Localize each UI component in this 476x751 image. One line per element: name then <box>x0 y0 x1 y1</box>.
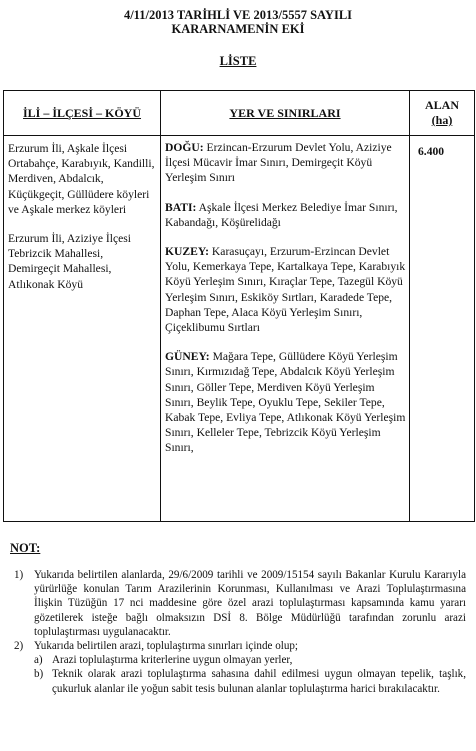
location-cell <box>4 136 161 522</box>
location-group: Erzurum İli, Aziziye İlçesi Tebrizcik Mahallesi, Demirgeçit Mahallesi, Atlıkonak Köyü <box>8 232 131 291</box>
decree-title: 4/11/2013 TARİHLİ VE 2013/5557 SAYILI <box>123 8 353 22</box>
area-value: 6.400 <box>418 145 445 158</box>
location-group: Erzurum İli, Aşkale İlçesi Ortabahçe, Karabıyık, Kandilli, Merdiven, Abdalcık, Küçükgeçit, Güllüdere köyleri ve Aşkale merkez köyleri <box>8 142 155 216</box>
decree-subtitle: KARARNAMENİN EKİ <box>171 22 305 36</box>
notes-list <box>14 568 466 696</box>
note-subitem: a) Arazi toplulaştırma kriterlerine uygun olmayan yerler, <box>34 654 293 667</box>
note-item: 1) Yukarıda belirtilen alanlarda, 29/6/2009 tarihli ve 2009/15154 sayılı Bakanlar Kurulu Kararıyla yürürlüğe konulan Tarım Arazilerinin Korunması, Kullanılması ve Arazi Toplulaştırmasına İlişkin Tüzüğün 17 nci maddesine göre özel arazi toplulaştırması kapsamında kamu yararı gözetilerek isteğe bağlı olmaksızın DSİ 8. Bölge Müdürlüğü tarafından zorunlu arazi toplulaştırması uygulanacaktır. <box>14 569 466 638</box>
note-subitem: b) Teknik olarak arazi toplulaştırma sahasına dahil edilmesi uygun olmayan tepelik, taşlık, çukurluk alanlar ile yoğun sabit tesis bulunan alanlar toplulaştırma harici bırakılacaktır. <box>34 668 466 695</box>
boundary-north: KUZEY: Karasuçayı, Erzurum-Erzincan Devlet Yolu, Kemerkaya Tepe, Kartalkaya Tepe, Karabıyık Köyü Yerleşim Sınırı, Kıraçlar Tepe, Tazegül Köyü Yerleşim Sınırı, Eskiköy Sırtları, Karadede Tepe, Daphan Tepe, Alaca Köyü Yerleşim Sınırı, Çiçeklibumu Sırtları <box>165 245 406 335</box>
list-title: LİSTE <box>219 54 257 68</box>
notes-heading: NOT: <box>10 541 41 555</box>
col-header-location: İLİ – İLÇESİ – KÖYÜ <box>4 91 161 136</box>
col-header-area: ALAN (ha) <box>410 91 475 136</box>
boundary-west: BATI: Aşkale İlçesi Merkez Belediye İmar Sınırı, Kabandağı, Köşürelidağı <box>165 200 398 229</box>
note-item: 2) Yukarıda belirtilen arazi, toplulaştırma sınırları içinde olup; <box>14 640 299 653</box>
table-header-row <box>4 91 475 136</box>
boundaries-cell <box>161 136 410 522</box>
boundary-south: GÜNEY: Mağara Tepe, Güllüdere Köyü Yerleşim Sınırı, Kırmızıdağ Tepe, Abdalcık Köyü Yerleşim Sınırı, Göller Tepe, Merdiven Köyü Yerleşim Sınırı, Beylik Tepe, Oyuklu Tepe, Sekiler Tepe, Kabak Tepe, Evliya Tepe, Atlıkonak Köyü Yerleşim Sınırı, Kelleler Tepe, Tebrizcik Köyü Yerleşim Sınırı, <box>165 350 406 455</box>
area-cell <box>410 136 475 522</box>
land-table <box>3 90 475 522</box>
col-header-boundaries: YER VE SINIRLARI <box>161 91 410 136</box>
boundary-east: DOĞU: Erzincan-Erzurum Devlet Yolu, Aziziye İlçesi Mücavir İmar Sınırı, Demirgeçit Köyü Yerleşim Sınırı <box>165 141 392 185</box>
table-row <box>4 136 475 522</box>
